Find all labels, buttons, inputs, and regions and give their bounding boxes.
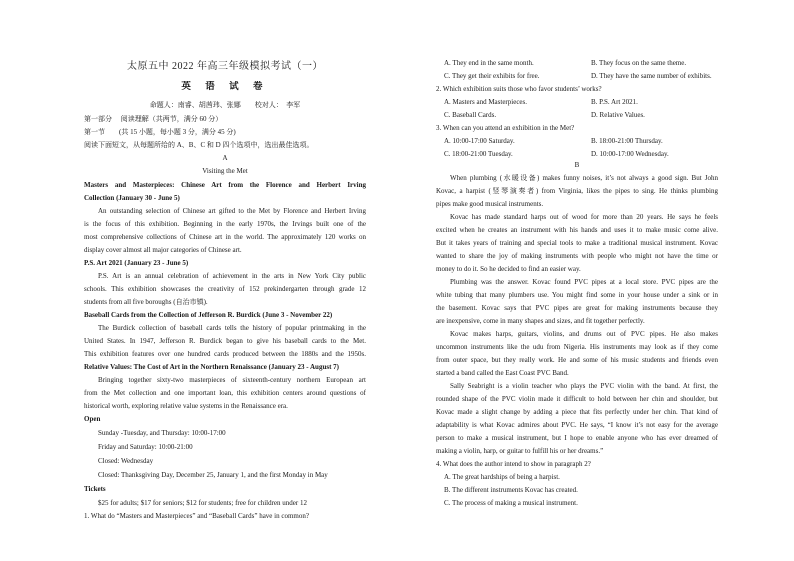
exhibition-title: Masters and Masterpieces: Chinese Art from the Florence and Herbert Irving [84,181,366,189]
body-line: Kovac made a slight change by adding a piece that fits perfectly under her chin. That kind of [436,408,718,416]
body-line: Bringing together sixty-two masterpieces of sixteenth-century northern European art [98,376,366,384]
body-line: wanted to share the joy of making instruments with people who might not have the time or [436,252,718,260]
body-line: making a violin, harp, or guitar to fulfill his or her dreams.” [436,447,604,455]
body-line: started a band called the East Coast PVC Band. [436,369,569,377]
body-line: pipes make good musical instruments. [436,200,544,208]
option-a: A. Masters and Masterpieces. [444,98,528,106]
option-row [436,110,718,121]
hours-line: Closed: Thanksgiving Day, December 25, January 1, and the first Monday in May [98,471,328,479]
body-line: Kovac makes harps, guitars, violins, and drums out of PVC pipes. He also makes [450,330,718,338]
exhibition-title: Collection (January 30 - June 5) [84,194,180,202]
option-d: D. They have the same number of exhibits. [591,72,712,80]
body-line: most comprehensive collections of Chinese art in the world. The approximately 120 works on [84,233,366,241]
question-2: 2. Which exhibition suits those who favor students’ works? [436,85,602,93]
body-line: rounded shape of the PVC violin made it difficult to hold between her chin and shoulder, but [436,395,718,403]
option-row [436,149,718,160]
option-a: A. 10:00-17:00 Saturday. [444,137,515,145]
option-b: B. P.S. Art 2021. [591,98,638,106]
section-heading: 第一节 (共 15 小题，每小题 3 分，满分 45 分) [84,128,236,136]
exam-title: 太原五中 2022 年高三年级模拟考试（一） [127,61,323,72]
passage-letter: A [222,154,228,162]
exhibition-title: Baseball Cards from the Collection of Jefferson R. Burdick (June 3 - November 22) [84,311,333,319]
instruction-text: 阅读下面短文，从每题所给的 A、B、C 和 D 四个选项中，选出最佳选项。 [84,141,314,149]
body-line: white tubing that many plumbers use. You might find some in your house under a sink or in [436,291,718,299]
body-line: from the Met collection and one important loan, this exhibition centers around questions of [84,389,366,397]
body-line: The Burdick collection of baseball cards tells the history of popular printmaking in the [98,324,366,332]
body-line: students from all five boroughs (自治市镇). [84,298,208,306]
body-line: is the focus of this exhibition. Beginning in the early 1970s, the Irvings built one of the [84,220,366,228]
option-a: A. They end in the same month. [444,59,534,67]
exhibition-title: P.S. Art 2021 (January 23 - June 5) [84,259,189,267]
option-c: C. They get their exhibits for free. [444,72,540,80]
option-row [436,58,718,69]
option-row [436,71,718,82]
question-1: 1. What do “Masters and Masterpieces” and “Baseball Cards” have in common? [84,512,309,520]
body-line: the basement. Kovac says that PVC pipes are great for making instruments because they [436,304,718,312]
body-line: from outer space, but they really work. He and some of his music students and friends even [436,356,718,364]
option-d: D. 10:00-17:00 Wednesday. [591,150,669,158]
body-line: excited when he creates an instrument with his hands and uses it to make music come alive. [436,226,718,234]
body-line: But it takes years of training and special tools to make a traditional musical instrument. Kovac [436,239,718,247]
body-line: uncommon instruments like the udu from Nigeria. His instruments may look as if they come [436,343,718,351]
hours-line: Closed: Wednesday [98,457,154,465]
exhibition-title: Relative Values: The Cost of Art in the Northern Renaissance (January 23 - August 7) [84,363,339,371]
body-line: display cover almost all major categories of Chinese art. [84,246,242,254]
part-heading: 第一部分 阅读理解（共两节，满分 60 分） [84,115,223,123]
body-line: are inexpensive, come in many shapes and sizes, and fit together perfectly. [436,317,645,325]
body-line: P.S. Art is an annual celebration of achievement in the arts in New York City public [98,272,366,280]
option-c: C. Baseball Cards. [444,111,497,119]
body-line: An outstanding selection of Chinese art gifted to the Met by Florence and Herbert Irving [98,207,366,215]
exam-authors: 命题人：南睿、胡茜玮、张娜 校对人： 李军 [149,101,301,109]
hours-line: Sunday -Tuesday, and Thursday: 10:00-17:00 [98,429,226,437]
passage-title: Visiting the Met [202,167,248,175]
tickets-heading: Tickets [84,485,106,493]
body-line: Kovac, a harpist (竖琴演奏者) from Virginia, likes the pipes to sing. He thinks plumbing [436,187,718,195]
body-line: When plumbing (水暖设备) makes funny noises, it’s not always a good sign. But John [450,174,718,182]
question-4: 4. What does the author intend to show in paragraph 2? [436,460,591,468]
option-b: B. The different instruments Kovac has created. [444,486,578,494]
option-row [436,136,718,147]
body-line: money to do it. So he decided to find an easier way. [436,265,581,273]
tickets-line: $25 for adults; $17 for seniors; $12 for students; free for children under 12 [98,499,307,507]
body-line: historical worth, exploring relative value systems in the Renaissance era. [84,402,288,410]
body-line: schools. This exhibition showcases the creativity of 152 prekindergarten through grade 12 [84,285,366,293]
hours-line: Friday and Saturday: 10:00-21:00 [98,443,193,451]
exam-subtitle: 英 语 试 卷 [181,82,269,92]
option-b: B. They focus on the same theme. [591,59,687,67]
option-c: C. 18:00-21:00 Tuesday. [444,150,513,158]
option-row [436,97,718,108]
body-line: Kovac has made standard harps out of wood for more than 20 years. He says he feels [450,213,718,221]
option-d: D. Relative Values. [591,111,645,119]
body-line: Sally Seabright is a violin teacher who plays the PVC violin with the band. At first, the [450,382,718,390]
body-line: Plumbing was the answer. Kovac found PVC pipes at a local store. PVC pipes are the [450,278,718,286]
option-b: B. 18:00-21:00 Thursday. [591,137,663,145]
passage-letter: B [574,161,580,169]
option-c: C. The process of making a musical instrument. [444,499,578,507]
body-line: adaptability is what Kovac admires about PVC. He says, “I know it’s not easy for the average [436,421,718,429]
question-3: 3. When can you attend an exhibition in the Met? [436,124,575,132]
body-line: This exhibition features over one hundred cards produced between the 1880s and the 1950s. [84,350,366,358]
body-line: person to make a musical instrument, but I hope to enable anyone who has ever dreamed of [436,434,718,442]
open-heading: Open [84,415,101,423]
option-a: A. The great hardships of being a harpist. [444,473,560,481]
body-line: United States. In 1947, Jefferson R. Burdick began to give his baseball cards to the Met. [84,337,366,345]
